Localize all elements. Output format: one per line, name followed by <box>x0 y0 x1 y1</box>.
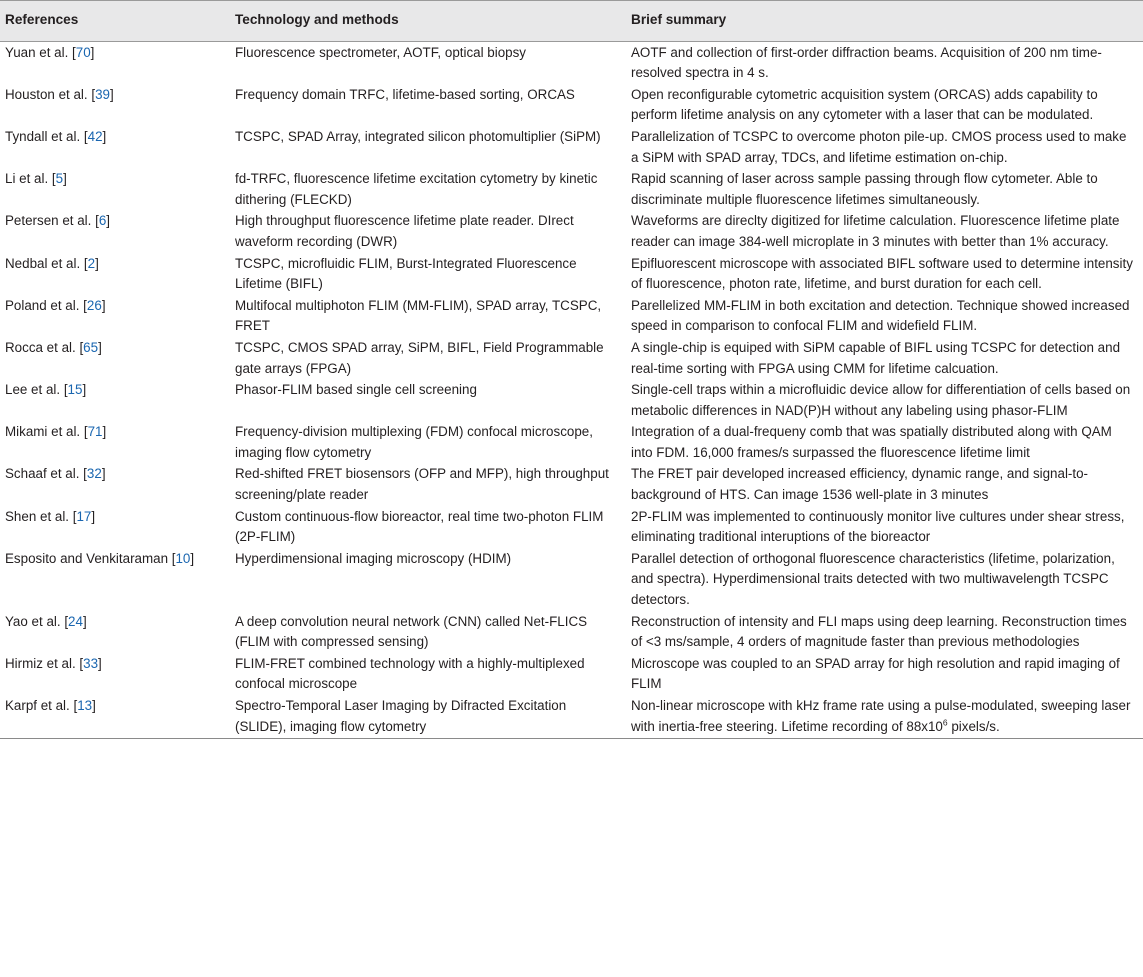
author-name: Karpf et al. <box>5 698 70 713</box>
technology-cell: Spectro-Temporal Laser Imaging by Difracted Excitation (SLIDE), imaging flow cytometry <box>230 695 626 739</box>
technology-cell: fd-TRFC, fluorescence lifetime excitation cytometry by kinetic dithering (FLECKD) <box>235 171 598 207</box>
header-references: References <box>0 1 230 42</box>
summary-cell <box>626 695 1143 739</box>
citation-link[interactable]: 13 <box>77 698 93 713</box>
reference-cell: Hirmiz et al. [33] <box>5 655 102 671</box>
technology-cell: Multifocal multiphoton FLIM (MM-FLIM), SPAD array, TCSPC, FRET <box>235 297 602 334</box>
technology-cell: TCSPC, SPAD Array, integrated silicon photomultiplier (SiPM) <box>235 128 601 144</box>
citation-link[interactable]: 6 <box>98 213 107 229</box>
technology-cell: High throughput fluorescence lifetime plate reader. DIrect waveform recording (DWR) <box>235 213 574 249</box>
technology-cell: Frequency domain TRFC, lifetime-based sorting, ORCAS <box>235 86 575 102</box>
summary-text: Open reconfigurable cytometric acquisition system (ORCAS) adds capability to perform lifetime analysis on any cytometer with a laser that can be modulated. <box>631 86 1098 123</box>
summary-cell <box>626 168 1143 210</box>
summary-superscript: 6 <box>942 717 948 728</box>
reference-cell: Lee et al. [15] <box>5 382 87 398</box>
author-name: Shen et al. <box>5 508 70 524</box>
author-name: Mikami et al. <box>5 424 81 440</box>
reference-cell: Tyndall et al. [42] <box>5 128 107 144</box>
summary-cell <box>626 548 1143 611</box>
author-name: Poland et al. <box>5 297 80 313</box>
header-summary: Brief summary <box>626 1 1143 42</box>
author-name: Hirmiz et al. <box>5 655 76 671</box>
summary-text: 2P-FLIM was implemented to continuously monitor live cultures under shear stress, eliminating traditional interuptions of the bioreactor <box>631 508 1125 545</box>
citation-link[interactable]: 70 <box>75 44 91 60</box>
table-row <box>0 168 1143 210</box>
reference-cell: Nedbal et al. [2] <box>5 255 99 271</box>
reference-cell: Shen et al. [17] <box>5 508 96 524</box>
table-row <box>0 337 1143 379</box>
reference-cell: Poland et al. [26] <box>5 297 106 313</box>
summary-text: Parallel detection of orthogonal fluorescence characteristics (lifetime, polarization, and spectra). Hyperdimensional traits detected with two multiwavelength TCSPC detectors. <box>631 550 1115 608</box>
citation-link[interactable]: 42 <box>87 128 103 144</box>
summary-text: Parallelization of TCSPC to overcome photon pile-up. CMOS process used to make a SiPM with SPAD array, TDCs, and lifetime estimation on-chip. <box>631 128 1127 165</box>
table-row <box>0 611 1143 653</box>
technology-cell: Red-shifted FRET biosensors (OFP and MFP), high throughput screening/plate reader <box>235 466 609 503</box>
summary-text: Microscope was coupled to an SPAD array for high resolution and rapid imaging of FLIM <box>631 655 1120 692</box>
header-technology: Technology and methods <box>230 1 626 42</box>
author-name: Nedbal et al. <box>5 255 81 271</box>
table-row <box>0 253 1143 295</box>
summary-text: The FRET pair developed increased efficiency, dynamic range, and signal-to-background of HTS. Can image 1536 well-plate in 3 minutes <box>631 466 1089 503</box>
table-header <box>0 1 1143 42</box>
summary-text: A single-chip is equiped with SiPM capable of BIFL using TCSPC for detection and real-time sorting with FPGA using CMM for lifetime calcuation. <box>631 339 1121 376</box>
summary-text: Rapid scanning of laser across sample passing through flow cytometer. Able to discriminate multiple fluorescence lifetimes simultaneously. <box>631 171 1098 207</box>
citation-link[interactable]: 33 <box>83 655 99 671</box>
technology-cell: Hyperdimensional imaging microscopy (HDIM) <box>235 550 512 566</box>
reference-cell: Li et al. [5] <box>5 171 67 187</box>
citation-link[interactable]: 5 <box>55 171 64 187</box>
summary-cell <box>626 337 1143 379</box>
table-row <box>0 548 1143 611</box>
citation-link[interactable]: 65 <box>83 339 99 355</box>
summary-text: Epifluorescent microscope with associated BIFL software used to determine intensity of fluorescence, photon rate, lifetime, and burst duration for each cell. <box>631 255 1133 292</box>
table-row <box>0 421 1143 463</box>
author-name: Esposito and Venkitaraman <box>5 550 169 566</box>
table-row <box>0 506 1143 548</box>
reference-cell: Mikami et al. [71] <box>5 424 107 440</box>
citation-link[interactable]: 39 <box>95 86 110 102</box>
summary-cell <box>626 653 1143 695</box>
summary-cell <box>626 126 1143 168</box>
technology-cell: Phasor-FLIM based single cell screening <box>235 382 477 398</box>
author-name: Houston et al. <box>5 86 88 102</box>
technology-cell: Custom continuous-flow bioreactor, real time two-photon FLIM (2P-FLIM) <box>235 508 604 545</box>
table-row <box>0 653 1143 695</box>
reference-cell: Yao et al. [24] <box>5 613 87 629</box>
summary-text: Parellelized MM-FLIM in both excitation and detection. Technique showed increased speed in comparison to confocal FLIM and widefield FLIM. <box>631 297 1130 334</box>
reference-cell: Karpf et al. [13] <box>0 695 230 739</box>
citation-link[interactable]: 32 <box>86 466 102 482</box>
citation-link[interactable]: 71 <box>87 424 103 440</box>
summary-cell <box>626 41 1143 84</box>
citation-link[interactable]: 17 <box>76 508 92 524</box>
reference-cell: Esposito and Venkitaraman [10] <box>5 550 195 566</box>
header-row <box>0 1 1143 42</box>
summary-cell <box>626 611 1143 653</box>
technology-cell: TCSPC, CMOS SPAD array, SiPM, BIFL, Field Programmable gate arrays (FPGA) <box>235 339 604 376</box>
citation-link[interactable]: 10 <box>175 550 191 566</box>
summary-text: Non-linear microscope with kHz frame rate using a pulse-modulated, sweeping laser with inertia-free steering. Lifetime recording of 88x10 <box>631 698 1131 734</box>
technology-cell: Frequency-division multiplexing (FDM) confocal microscope, imaging flow cytometry <box>235 424 593 460</box>
table-row <box>0 210 1143 252</box>
reference-cell: Rocca et al. [65] <box>5 339 102 355</box>
author-name: Li et al. <box>5 171 49 187</box>
summary-text: Waveforms are direclty digitized for lifetime calculation. Fluorescence lifetime plate reader can image 384-well microplate in 3 minutes with better than 1% accuracy. <box>631 213 1120 249</box>
table-row <box>0 126 1143 168</box>
summary-cell <box>626 379 1143 421</box>
table-row <box>0 84 1143 126</box>
citation-link[interactable]: 2 <box>87 255 96 271</box>
summary-cell <box>626 295 1143 337</box>
summary-tail: pixels/s. <box>947 718 1000 734</box>
technology-cell: TCSPC, microfluidic FLIM, Burst-Integrated Fluorescence Lifetime (BIFL) <box>235 255 577 292</box>
summary-cell <box>626 253 1143 295</box>
summary-text: Reconstruction of intensity and FLI maps using deep learning. Reconstruction times of <3 ms/sample, 4 orders of magnitude faster than previous methodologies <box>631 613 1127 650</box>
author-name: Tyndall et al. <box>5 128 81 144</box>
reference-cell: Houston et al. [39] <box>5 86 114 102</box>
author-name: Yao et al. <box>5 613 61 629</box>
author-name: Schaaf et al. <box>5 466 80 482</box>
technology-cell: Fluorescence spectrometer, AOTF, optical biopsy <box>235 44 527 60</box>
reference-cell: Schaaf et al. [32] <box>5 466 106 482</box>
author-name: Rocca et al. <box>5 339 76 355</box>
summary-cell <box>626 210 1143 252</box>
table-row <box>0 41 1143 84</box>
summary-text: Integration of a dual-frequeny comb that was spatially distributed along with QAM into FDM. 16,000 frames/s surpassed the fluorescence lifetime limit <box>631 424 1112 460</box>
citation-link[interactable]: 26 <box>86 297 102 313</box>
citation-link[interactable]: 24 <box>68 613 83 629</box>
table-row <box>0 695 1143 739</box>
author-name: Petersen et al. <box>5 213 92 229</box>
technology-cell: FLIM-FRET combined technology with a highly-multiplexed confocal microscope <box>235 655 585 692</box>
table-body <box>0 41 1143 739</box>
author-name: Lee et al. <box>5 382 61 398</box>
summary-cell <box>626 463 1143 505</box>
table-row <box>0 379 1143 421</box>
table-row <box>0 295 1143 337</box>
table-row <box>0 463 1143 505</box>
summary-cell <box>626 421 1143 463</box>
technology-cell: A deep convolution neural network (CNN) called Net-FLICS (FLIM with compressed sensing) <box>235 613 588 650</box>
summary-text: AOTF and collection of first-order diffraction beams. Acquisition of 200 nm time-resolved spectra in 4 s. <box>631 44 1102 81</box>
citation-link[interactable]: 15 <box>67 382 83 398</box>
reference-cell: Yuan et al. [70] <box>5 44 95 60</box>
reference-cell: Petersen et al. [6] <box>5 213 110 229</box>
author-name: Yuan et al. <box>5 44 69 60</box>
summary-cell <box>626 506 1143 548</box>
summary-cell <box>626 84 1143 126</box>
summary-text: Single-cell traps within a microfluidic device allow for differentiation of cells based on metabolic differences in NAD(P)H without any labeling using phasor-FLIM <box>631 382 1131 418</box>
